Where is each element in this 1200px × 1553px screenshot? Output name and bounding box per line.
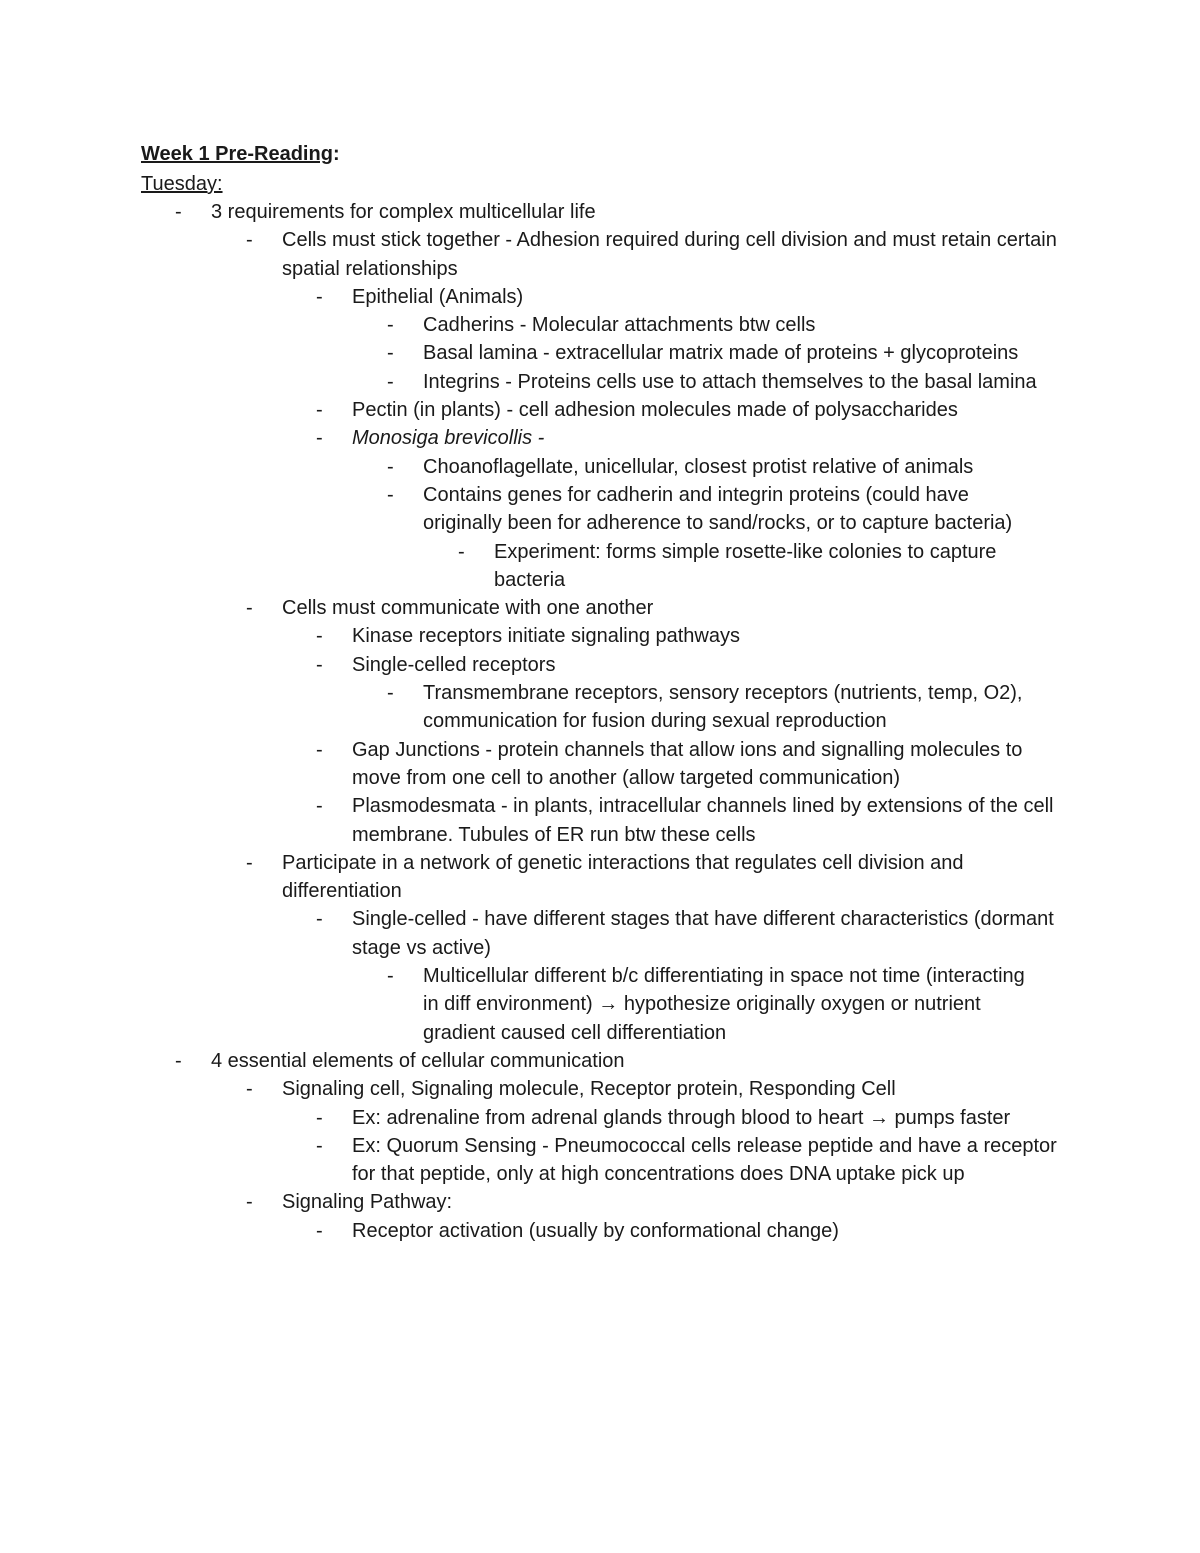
list-item-text: Multicellular different b/c differentiating in space not time (interacting in diff environment) → hypothesize originally oxygen or nutrient gradient caused cell differentiation: [423, 965, 1025, 1044]
list-item-text: Single-celled receptors: [352, 653, 556, 676]
bullet-dash: -: [387, 483, 394, 506]
bullet-dash: -: [387, 314, 394, 337]
list-item-text: Gap Junctions - protein channels that allow ions and signalling molecules to move from one cell to another (allow targeted communication): [352, 738, 1023, 789]
bullet-dash: -: [175, 1049, 182, 1072]
list-item-text: Single-celled - have different stages that have different characteristics (dormant stage vs active): [352, 908, 1054, 959]
list-item: [0, 198, 1200, 226]
list-item: [0, 1188, 1200, 1216]
list-item: [0, 849, 1200, 906]
list-item-text: Integrins - Proteins cells use to attach themselves to the basal lamina: [423, 370, 1037, 393]
list-item-text: 3 requirements for complex multicellular life: [211, 201, 596, 223]
list-item: [0, 1047, 1200, 1075]
list-item: [0, 679, 1200, 736]
bullet-dash: -: [316, 399, 323, 422]
list-item: [0, 311, 1200, 339]
list-item-text: Cells must stick together - Adhesion required during cell division and must retain certain spatial relationships: [282, 229, 1057, 280]
list-item: [0, 396, 1200, 424]
list-item: [0, 424, 1200, 452]
list-item: [0, 538, 1200, 595]
bullet-dash: -: [316, 285, 323, 308]
list-item-text: 4 essential elements of cellular communication: [211, 1049, 625, 1072]
list-item: [0, 962, 1200, 1047]
bullet-dash: -: [246, 597, 253, 620]
section-heading-tuesday: Tuesday:: [141, 173, 223, 195]
list-item: [0, 1104, 1200, 1132]
bullet-dash: -: [387, 455, 394, 478]
list-item-text: Plasmodesmata - in plants, intracellular channels lined by extensions of the cell membrane. Tubules of ER run btw these cells: [352, 795, 1054, 846]
bullet-dash: -: [175, 201, 182, 223]
bullet-dash: -: [387, 370, 394, 393]
bullet-dash: -: [387, 342, 394, 365]
bullet-dash: -: [246, 1191, 253, 1214]
list-item-text: Epithelial (Animals): [352, 285, 524, 308]
list-item-text: Contains genes for cadherin and integrin proteins (could have originally been for adherence to sand/rocks, or to capture bacteria): [423, 483, 1013, 535]
bullet-dash: -: [316, 795, 323, 818]
notes-list: [0, 198, 1200, 1245]
page-title-colon: :: [332, 143, 340, 165]
list-item-text: Receptor activation (usually by conformational change): [352, 1219, 839, 1242]
list-item: [0, 1132, 1200, 1189]
bullet-dash: -: [458, 540, 465, 563]
list-item: [0, 453, 1200, 481]
list-item-text: Choanoflagellate, unicellular, closest protist relative of animals: [423, 455, 974, 478]
list-item: [0, 651, 1200, 679]
bullet-dash: -: [316, 1219, 323, 1242]
bullet-dash: -: [316, 738, 323, 761]
list-item: [0, 594, 1200, 622]
list-item: [0, 368, 1200, 396]
bullet-dash: -: [387, 682, 394, 705]
bullet-dash: -: [246, 1078, 253, 1101]
list-item-text: Basal lamina - extracellular matrix made of proteins + glycoproteins: [423, 342, 1019, 365]
bullet-dash: -: [316, 625, 323, 648]
list-item-text: Kinase receptors initiate signaling pathways: [352, 625, 740, 648]
list-item-text: Ex: adrenaline from adrenal glands through blood to heart → pumps faster: [352, 1106, 1011, 1129]
page-title-text: Week 1 Pre-Reading: [141, 143, 333, 165]
list-item-text: Cells must communicate with one another: [282, 597, 654, 620]
bullet-dash: -: [316, 653, 323, 676]
bullet-dash: -: [387, 965, 394, 988]
bullet-dash: -: [316, 908, 323, 931]
list-item-text: Transmembrane receptors, sensory receptors (nutrients, temp, O2), communication for fusion during sexual reproduction: [423, 682, 1023, 733]
bullet-dash: -: [246, 229, 253, 252]
bullet-dash: -: [246, 851, 253, 874]
list-item: [0, 736, 1200, 793]
list-item: [0, 283, 1200, 311]
page-title: [141, 140, 340, 168]
list-item-text: Signaling cell, Signaling molecule, Receptor protein, Responding Cell: [282, 1078, 896, 1101]
list-item-text: Signaling Pathway:: [282, 1191, 453, 1214]
list-item-text: Cadherins - Molecular attachments btw cells: [423, 314, 816, 337]
list-item-text: Monosiga brevicollis -: [352, 427, 545, 450]
list-item: [0, 1217, 1200, 1245]
list-item-text: Pectin (in plants) - cell adhesion molecules made of polysaccharides: [352, 399, 958, 422]
bullet-dash: -: [316, 427, 323, 450]
list-item: [0, 622, 1200, 650]
list-item-text: Participate in a network of genetic interactions that regulates cell division and differentiation: [282, 851, 964, 903]
list-item: [0, 905, 1200, 962]
list-item-text: Experiment: forms simple rosette-like colonies to capture bacteria: [494, 540, 997, 591]
bullet-dash: -: [316, 1134, 323, 1157]
list-item-text: Ex: Quorum Sensing - Pneumococcal cells release peptide and have a receptor for that peptide, only at high concentrations does DNA uptake pick up: [352, 1134, 1057, 1186]
list-item: [0, 226, 1200, 283]
list-item: [0, 792, 1200, 849]
bullet-dash: -: [316, 1106, 323, 1129]
list-item: [0, 1075, 1200, 1103]
list-item: [0, 481, 1200, 538]
list-item: [0, 339, 1200, 367]
